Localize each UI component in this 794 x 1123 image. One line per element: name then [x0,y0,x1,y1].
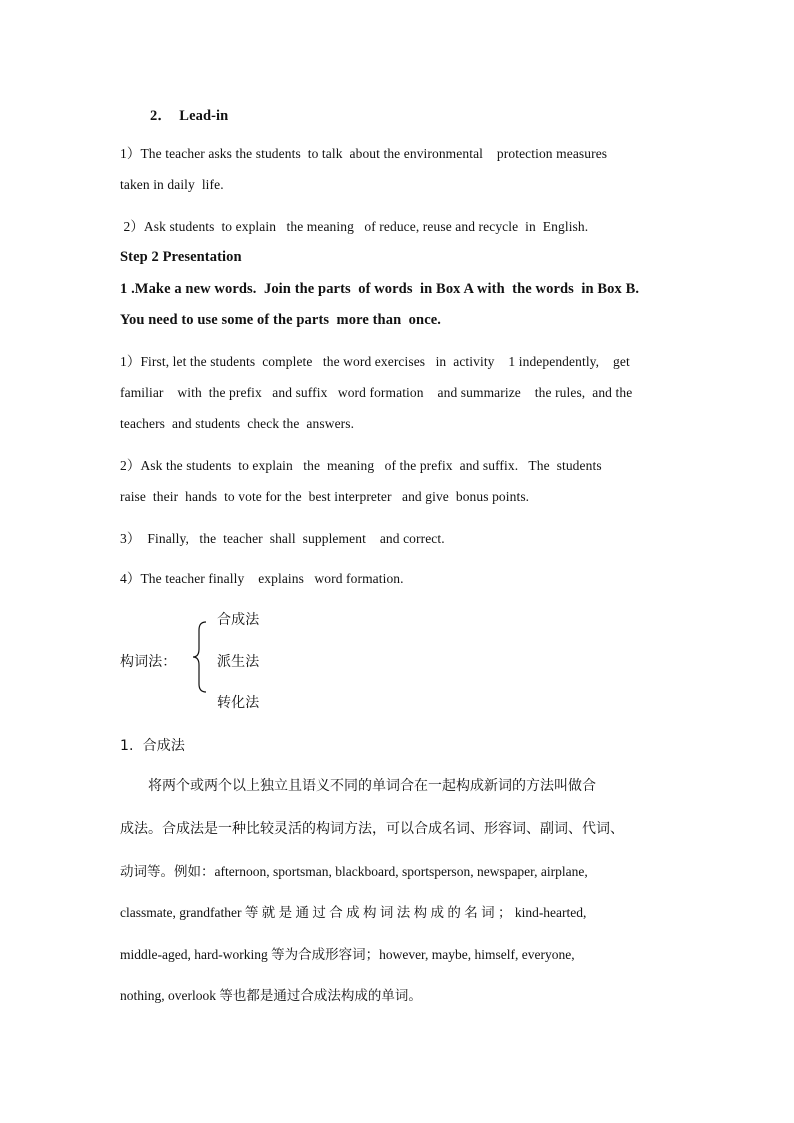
presentation-item-3: 3） Finally, the teacher shall supplement and correct. [120,531,445,546]
leadin-item-2: 2）Ask students to explain the meaning of reduce, reuse and recycle in English. [120,219,589,234]
presentation-item-2-line-1: 2）Ask the students to explain the meaning of the prefix and suffix. The students [120,458,602,473]
compounding-heading: 1. 合成法 [120,738,185,754]
compounding-paragraph-line-1: 将两个或两个以上独立且语义不同的单词合在一起构成新词的方法叫做合 [120,778,596,794]
compounding-paragraph-line-3: 动词等。例如：afternoon, sportsman, blackboard, sportsperson, newspaper, airplane, [120,864,588,879]
task-instruction-line-1: 1 .Make a new words. Join the parts of words in Box A with the words in Box B. [120,281,640,297]
method-compounding: 合成法 [217,612,260,628]
word-formation-label: 构词法： [120,654,177,670]
task-instruction-line-2: You need to use some of the parts more than once. [120,312,441,328]
compounding-paragraph-line-5: middle-aged, hard-working 等为合成形容词；however, maybe, himself, everyone, [120,947,575,962]
compounding-paragraph-line-4: classmate, grandfather 等 就 是 通 过 合 成 构 词 法 构 成 的 名 词 ； kind-hearted, [120,905,587,920]
compounding-paragraph-line-6: nothing, overlook 等也都是通过合成法构成的单词。 [120,988,422,1003]
presentation-item-1-line-3: teachers and students check the answers. [120,416,355,431]
leadin-item-1-line-2: taken in daily life. [120,177,224,192]
presentation-item-1-line-1: 1）First, let the students complete the word exercises in activity 1 independently, get [120,354,630,369]
presentation-item-2-line-2: raise their hands to vote for the best interpreter and give bonus points. [120,489,530,504]
method-conversion: 转化法 [217,695,260,711]
step2-heading: Step 2 Presentation [120,249,242,265]
presentation-item-4: 4）The teacher finally explains word formation. [120,571,404,586]
curly-brace-icon [192,621,208,693]
leadin-item-1-line-1: 1）The teacher asks the students to talk about the environmental protection measures [120,146,608,161]
compounding-paragraph-line-2: 成法。合成法是一种比较灵活的构词方法，可以合成名词、形容词、副词、代词、 [120,821,624,837]
presentation-item-1-line-2: familiar with the prefix and suffix word formation and summarize the rules, and the [120,385,633,400]
method-derivation: 派生法 [217,654,260,670]
leadin-heading: 2． Lead-in [150,108,229,124]
